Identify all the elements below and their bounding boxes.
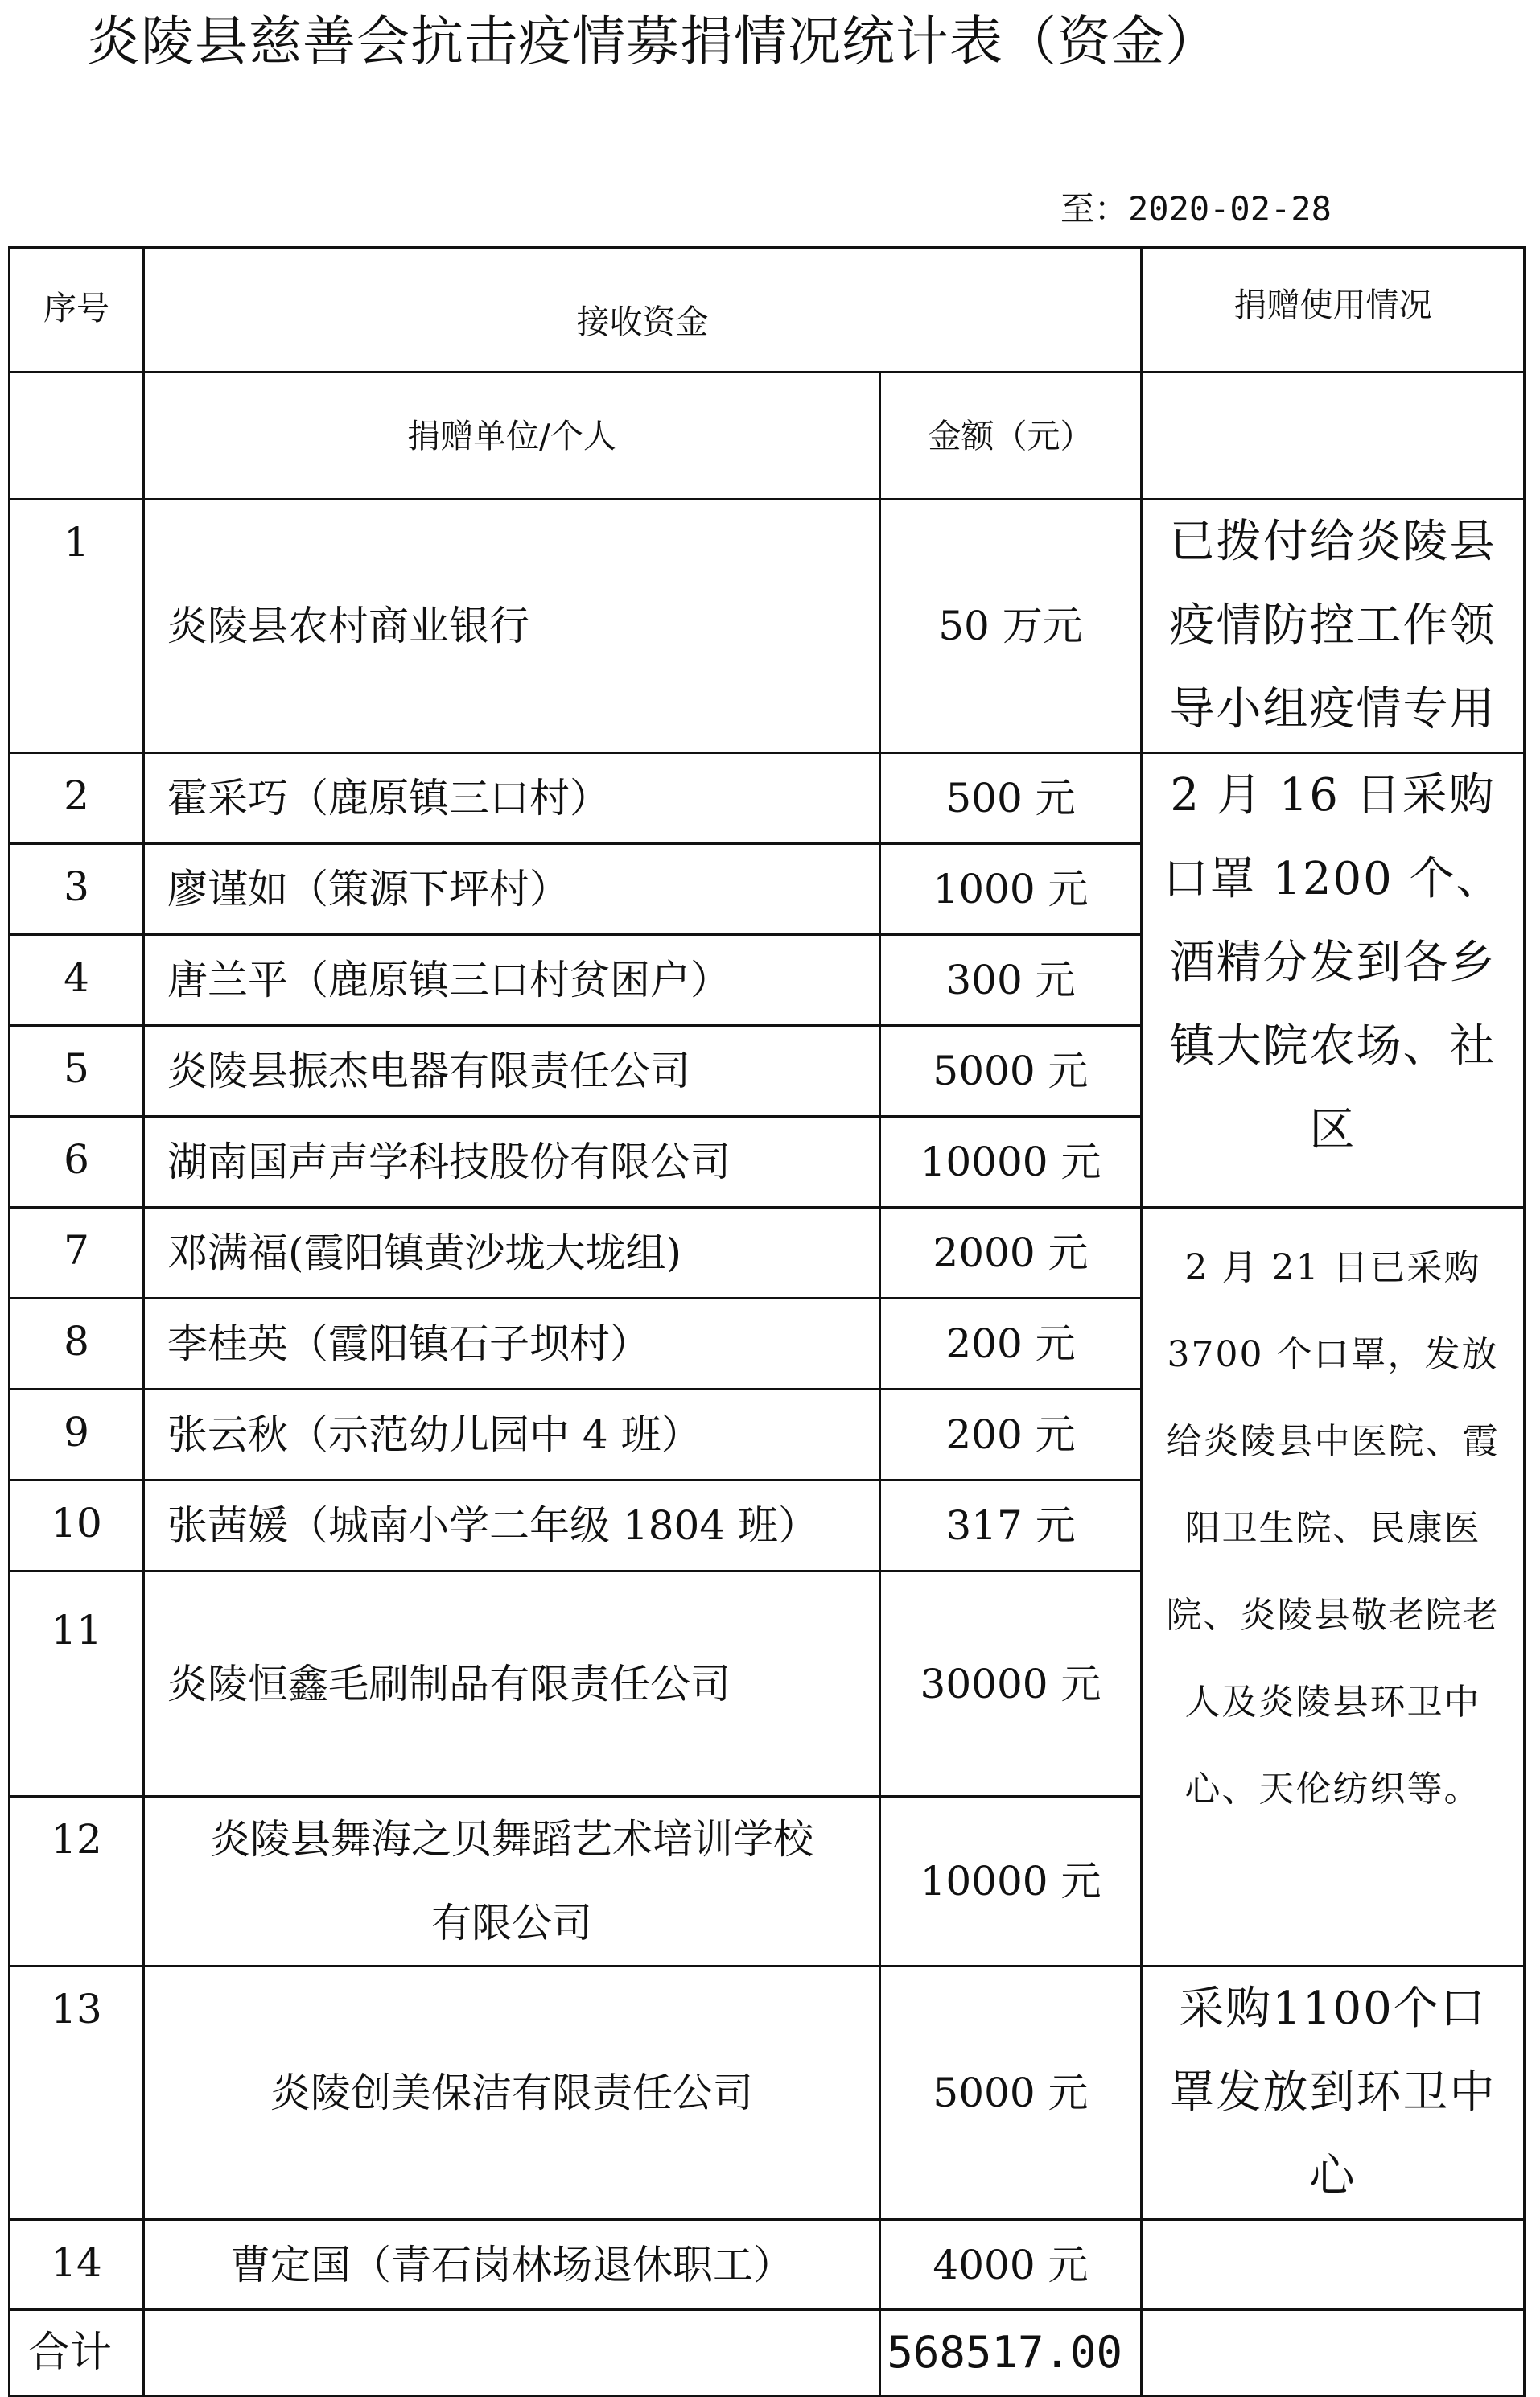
usage-group-2: 2 月 16 日采购口罩 1200 个、酒精分发到各乡镇大院农场、社区 [1142,753,1525,1208]
row-amount: 317 元 [880,1481,1142,1571]
header-amount: 金额（元） [880,373,1142,500]
header-usage: 捐赠使用情况 [1142,248,1525,373]
header-empty-cell [10,373,144,500]
row-seq: 4 [10,935,144,1026]
table-row [10,1967,1525,2220]
usage-group-3: 2 月 21 日已采购 3700 个口罩，发放给炎陵县中医院、霞阳卫生院、民康医院、炎陵县敬老院老人及炎陵县环卫中心、天伦纺织等。 [1142,1208,1525,1967]
row-donor: 李桂英（霞阳镇石子坝村） [144,1299,880,1390]
row-amount: 5000 元 [880,1967,1142,2220]
header-empty-cell [1142,373,1525,500]
total-row [10,2310,1525,2396]
row-seq: 5 [10,1026,144,1117]
row-seq: 14 [10,2220,144,2310]
header-row-2 [10,373,1525,500]
row-donor: 曹定国（青石岗林场退休职工） [144,2220,880,2310]
row-amount: 30000 元 [880,1571,1142,1797]
row-donor: 炎陵县振杰电器有限责任公司 [144,1026,880,1117]
row-donor: 湖南国声声学科技股份有限公司 [144,1117,880,1208]
row-amount: 2000 元 [880,1208,1142,1299]
page-title: 炎陵县慈善会抗击疫情募捐情况统计表（资金） [87,10,1219,72]
total-label: 合计 [10,2310,144,2396]
row-donor: 廖谨如（策源下坪村） [144,844,880,935]
row-amount: 1000 元 [880,844,1142,935]
row-donor: 炎陵县农村商业银行 [144,500,880,753]
row-seq: 11 [10,1571,144,1797]
header-donor: 捐赠单位/个人 [144,373,880,500]
row-seq: 10 [10,1481,144,1571]
row-donor: 邓满福(霞阳镇黄沙垅大垅组) [144,1208,880,1299]
row-donor: 张茜媛（城南小学二年级 1804 班） [144,1481,880,1571]
total-empty-cell [1142,2310,1525,2396]
row-seq: 13 [10,1967,144,2220]
header-seq: 序号 [10,248,144,373]
row-amount: 4000 元 [880,2220,1142,2310]
row-donor: 炎陵创美保洁有限责任公司 [144,1967,880,2220]
row-amount: 300 元 [880,935,1142,1026]
usage-group-1: 已拨付给炎陵县疫情防控工作领导小组疫情专用 [1142,500,1525,753]
row-donor: 张云秋（示范幼儿园中 4 班） [144,1390,880,1481]
row-seq: 3 [10,844,144,935]
total-empty-cell [144,2310,880,2396]
header-received-funds: 接收资金 [144,248,1142,373]
table-row [10,2220,1525,2310]
row-amount: 200 元 [880,1299,1142,1390]
row-seq: 12 [10,1797,144,1967]
row-amount: 10000 元 [880,1117,1142,1208]
row-amount: 5000 元 [880,1026,1142,1117]
table-row [10,500,1525,753]
row-donor: 炎陵县舞海之贝舞蹈艺术培训学校有限公司 [144,1797,880,1967]
row-amount: 500 元 [880,753,1142,844]
row-amount: 50 万元 [880,500,1142,753]
header-row-1 [10,248,1525,373]
row-seq: 8 [10,1299,144,1390]
row-amount: 200 元 [880,1390,1142,1481]
usage-empty-cell [1142,2220,1525,2310]
row-seq: 6 [10,1117,144,1208]
row-seq: 2 [10,753,144,844]
row-donor: 霍采巧（鹿原镇三口村） [144,753,880,844]
usage-group-4: 采购1100个口罩发放到环卫中心 [1142,1967,1525,2220]
row-seq: 1 [10,500,144,753]
row-donor: 炎陵恒鑫毛刷制品有限责任公司 [144,1571,880,1797]
row-donor: 唐兰平（鹿原镇三口村贫困户） [144,935,880,1026]
report-date: 至：2020-02-28 [1060,189,1332,229]
table-row [10,753,1525,844]
row-seq: 7 [10,1208,144,1299]
total-amount: 568517.00 [880,2310,1142,2396]
row-seq: 9 [10,1390,144,1481]
row-amount: 10000 元 [880,1797,1142,1967]
donation-table [8,246,1526,2397]
table-row [10,1208,1525,1299]
